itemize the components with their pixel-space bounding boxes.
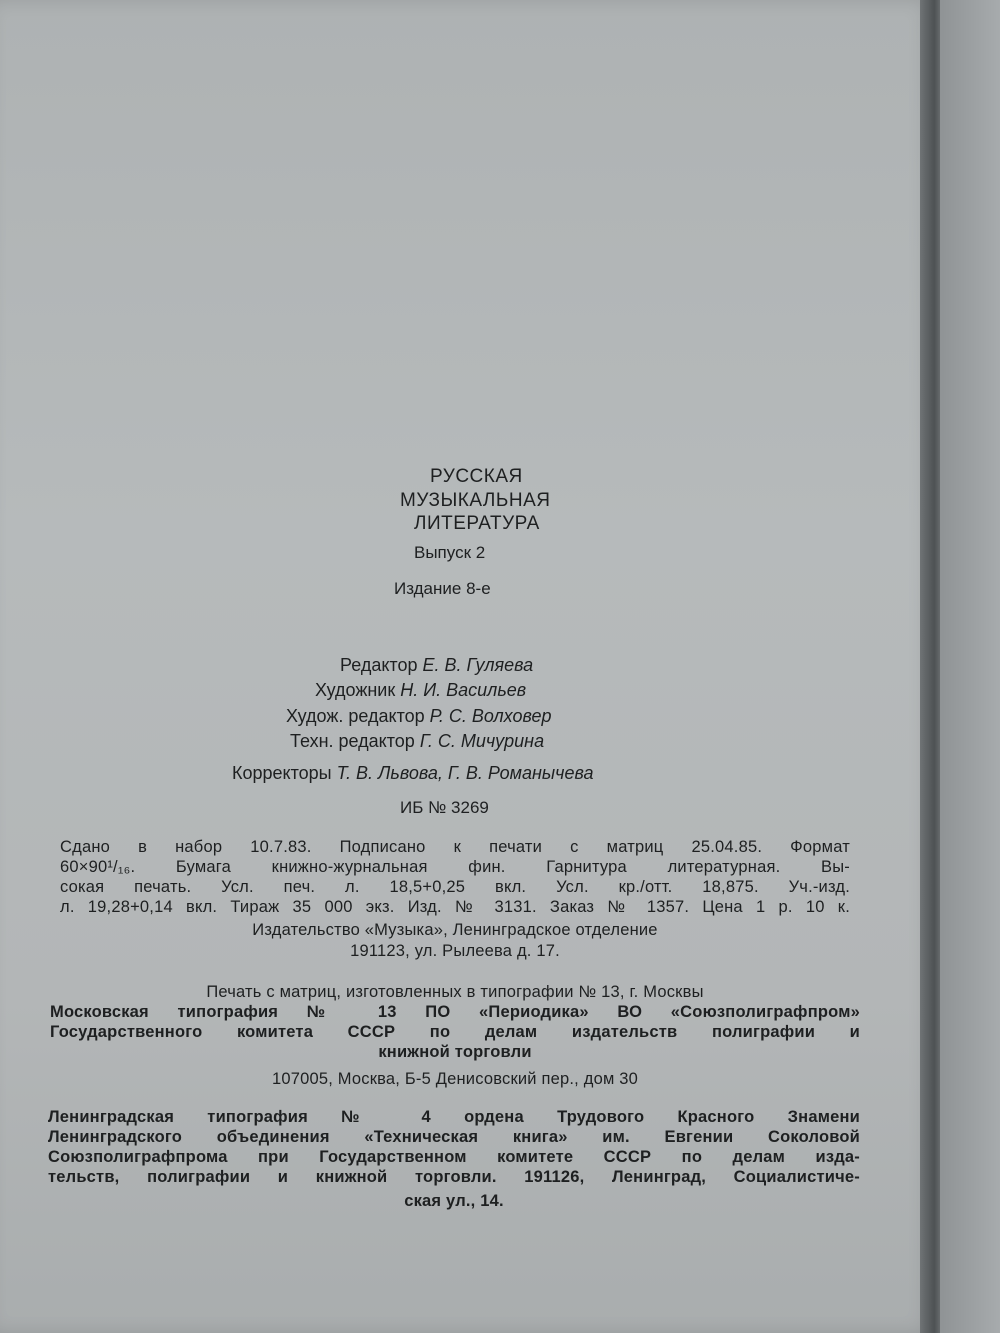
leningrad-printing-line: Ленинградская типография № 4 ордена Трудового Красного Знамени (48, 1108, 860, 1126)
publisher: Издательство «Музыка», Ленинградское отделение (252, 921, 658, 939)
leningrad-printing-line: Союзполиграфпрома при Государственном комитете СССР по делам изда- (48, 1148, 860, 1166)
credit-name: Е. В. Гуляева (422, 655, 534, 675)
credit-name: Р. С. Волховер (429, 706, 552, 726)
credit-name: Г. С. Мичурина (419, 731, 545, 751)
imprint-line: сокая печать. Усл. печ. л. 18,5+0,25 вкл. Усл. кр./отт. 18,875. Уч.-изд. (60, 878, 850, 896)
printing-house-line: книжной торговли (378, 1043, 532, 1061)
issue-number: Выпуск 2 (414, 543, 486, 562)
leningrad-printing-line: ская ул., 14. (404, 1192, 504, 1210)
moscow-address: 107005, Москва, Б-5 Денисовский пер., дом 30 (271, 1070, 639, 1088)
credit-name: Н. И. Васильев (400, 680, 527, 700)
ib-number: ИБ № 3269 (400, 798, 489, 817)
credit-proofreaders (232, 763, 594, 784)
imprint-line: л. 19,28+0,14 вкл. Тираж 35 000 экз. Изд. № 3131. Заказ № 1357. Цена 1 р. 10 к. (60, 898, 850, 916)
leningrad-printing-line: Ленинградского объединения «Техническая книга» им. Евгении Соколовой (48, 1128, 860, 1146)
credit-artist (315, 680, 526, 701)
credit-editor (340, 655, 533, 676)
credit-role: Редактор (340, 655, 418, 675)
credit-tech-editor (290, 731, 544, 752)
adjacent-page-edge (940, 0, 1000, 1333)
credit-art-editor (286, 706, 551, 727)
credit-role: Корректоры (232, 763, 332, 783)
print-note: Печать с матриц, изготовленных в типографии № 13, г. Москвы (206, 983, 704, 1001)
printing-house-line: Московская типография № 13 ПО «Периодика» ВО «Союзполиграфпром» (50, 1003, 860, 1021)
imprint-line: 60×90¹/₁₆. Бумага книжно-журнальная фин. Гарнитура литературная. Вы- (60, 858, 850, 876)
imprint-line: Сдано в набор 10.7.83. Подписано к печати с матриц 25.04.85. Формат (60, 838, 850, 856)
title-line-1: РУССКАЯ (430, 466, 523, 487)
publisher-address: 191123, ул. Рылеева д. 17. (350, 942, 560, 960)
title-line-2: МУЗЫКАЛЬНАЯ (400, 490, 551, 511)
leningrad-printing-line: тельств, полиграфии и книжной торговли. 191126, Ленинград, Социалистиче- (48, 1168, 860, 1186)
credit-role: Художник (315, 680, 396, 700)
printing-house-line: Государственного комитета СССР по делам издательств полиграфии и (50, 1023, 860, 1041)
credit-role: Техн. редактор (290, 731, 415, 751)
credit-name: Т. В. Львова, Г. В. Романычева (336, 763, 594, 783)
credit-role: Худож. редактор (286, 706, 425, 726)
edition-number: Издание 8-е (394, 579, 491, 598)
title-line-3: ЛИТЕРАТУРА (414, 513, 540, 534)
